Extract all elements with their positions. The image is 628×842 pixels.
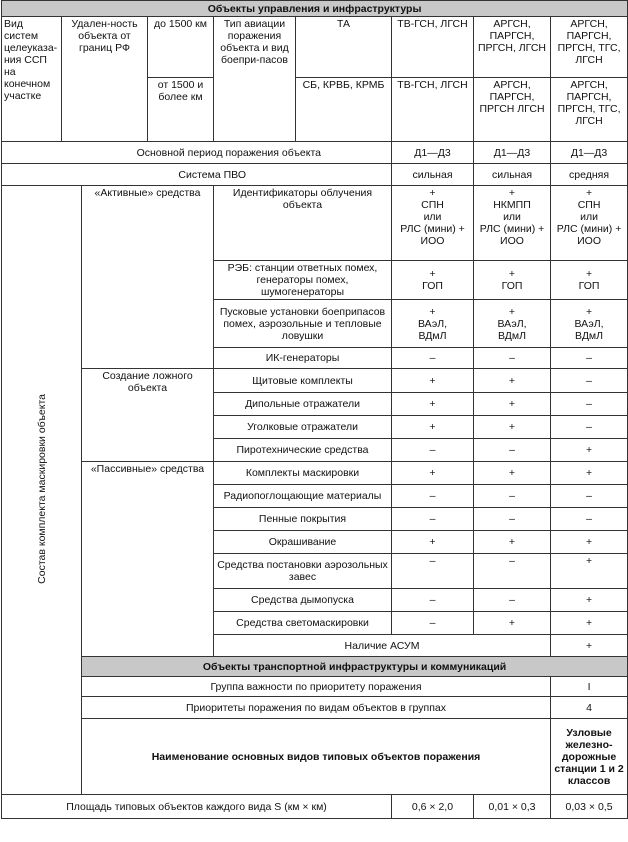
ta2-cell: СБ, КРВБ, КРМБ [296, 78, 392, 142]
area-label: Площадь типовых объектов каждого вида S (км × км) [2, 795, 392, 819]
row-value: – [551, 393, 628, 416]
row-value: + [551, 531, 628, 554]
row-value: + [474, 416, 551, 439]
row-value: + [551, 589, 628, 612]
row-label: Окрашивание [214, 531, 392, 554]
row-value: – [474, 589, 551, 612]
row-value: – [392, 348, 474, 369]
row-label: Дипольные отражатели [214, 393, 392, 416]
period-label: Основной период поражения объекта [2, 142, 392, 164]
row-value: + [551, 462, 628, 485]
data-table [1, 0, 628, 819]
row-value: – [474, 439, 551, 462]
section-title-1: Объекты управления и инфраструктуры [2, 1, 628, 17]
pvo-value: сильная [474, 164, 551, 186]
row-value: – [474, 348, 551, 369]
row-value: + ВАэЛ, ВДмЛ [392, 300, 474, 348]
row-value: – [392, 485, 474, 508]
row-value: – [392, 612, 474, 635]
row-label: Пиротехнические средства [214, 439, 392, 462]
row-label: Пенные покрытия [214, 508, 392, 531]
row-label: ИК-генераторы [214, 348, 392, 369]
area-value: 0,03 × 0,5 [551, 795, 628, 819]
row-label: Средства постановки аэрозольных завес [214, 554, 392, 589]
row-value: + ГОП [474, 261, 551, 300]
area-value: 0,01 × 0,3 [474, 795, 551, 819]
names-label: Наименование основных видов типовых объектов поражения [82, 719, 551, 795]
section-title-2: Объекты транспортной инфраструктуры и коммуникаций [82, 657, 628, 677]
row-value: – [474, 508, 551, 531]
row-label: Идентификаторы облучения объекта [214, 186, 392, 261]
row-label: Пусковые установки боеприпасов помех, аэрозольные и тепловые ловушки [214, 300, 392, 348]
row-value: + [392, 462, 474, 485]
row-value: – [392, 589, 474, 612]
row-label: РЭБ: станции ответных помех, генераторы помех, шумогенераторы [214, 261, 392, 300]
c1-row1: ТВ-ГСН, ЛГСН [392, 17, 474, 78]
system-type-header: Вид систем целеуказа-ния ССП на конечном участке [2, 17, 62, 142]
c1-row2: ТВ-ГСН, ЛГСН [392, 78, 474, 142]
priority-value: 4 [551, 697, 628, 719]
row-value: + [474, 531, 551, 554]
c2-row1: АРГСН, ПАРГСН, ПРГСН, ЛГСН [474, 17, 551, 78]
row-value: + СПН или РЛС (мини) + ИОО [551, 186, 628, 261]
row-value: – [392, 439, 474, 462]
row-label: Радиопоглощающие материалы [214, 485, 392, 508]
period-value: Д1—Д3 [392, 142, 474, 164]
pvo-value: сильная [392, 164, 474, 186]
row-value: + [474, 369, 551, 393]
area-value: 0,6 × 2,0 [392, 795, 474, 819]
priorities-label: Приоритеты поражения по видам объектов в группах [82, 697, 551, 719]
c3-row2: АРГСН, ПАРГСН, ПРГСН, ТГС, ЛГСН [551, 78, 628, 142]
row-value: + [551, 612, 628, 635]
ta-cell: ТА [296, 17, 392, 78]
row-value: + ГОП [392, 261, 474, 300]
row-value: + [392, 393, 474, 416]
row-value: – [551, 416, 628, 439]
period-value: Д1—Д3 [551, 142, 628, 164]
row-label: Комплекты маскировки [214, 462, 392, 485]
row-value: + [551, 439, 628, 462]
row-value: – [551, 485, 628, 508]
row-value: – [392, 554, 474, 589]
importance-label: Группа важности по приоритету поражения [82, 677, 551, 697]
asum-value: + [551, 635, 628, 657]
row-value: – [551, 348, 628, 369]
row-label: Средства дымопуска [214, 589, 392, 612]
row-value: – [474, 554, 551, 589]
row-label: Уголковые отражатели [214, 416, 392, 439]
row-value: + ВАэЛ, ВДмЛ [474, 300, 551, 348]
asum-label: Наличие АСУМ [214, 635, 551, 657]
row-value: + [392, 531, 474, 554]
row-value: – [551, 508, 628, 531]
row-label: Средства светомаскировки [214, 612, 392, 635]
aviation-header: Тип авиации поражения объекта и вид боепри-пасов [214, 17, 296, 142]
group-active: «Активные» средства [82, 186, 214, 369]
c2-row2: АРГСН, ПАРГСН, ПРГСН ЛГСН [474, 78, 551, 142]
row-value: + СПН или РЛС (мини) + ИОО [392, 186, 474, 261]
row-value: + ГОП [551, 261, 628, 300]
group-false-object: Создание ложного объекта [82, 369, 214, 462]
group-passive: «Пассивные» средства [82, 462, 214, 657]
row-value: – [551, 369, 628, 393]
distance-header: Удален-ность объекта от границ РФ [62, 17, 148, 142]
name-value: Узловые железно-дорожные станции 1 и 2 классов [551, 719, 628, 795]
row-label: Щитовые комплекты [214, 369, 392, 393]
row-value: + ВАэЛ, ВДмЛ [551, 300, 628, 348]
pvo-value: средняя [551, 164, 628, 186]
row-value: + [474, 462, 551, 485]
row-value: + [392, 369, 474, 393]
row-value: + [392, 416, 474, 439]
row-value: + [474, 393, 551, 416]
row-value: + НКМПП или РЛС (мини) + ИОО [474, 186, 551, 261]
row-value: + [474, 612, 551, 635]
composition-label: Состав комплекта маскировки объекта [2, 186, 82, 795]
row-value: – [392, 508, 474, 531]
range1-cell: до 1500 км [148, 17, 214, 78]
pvo-label: Система ПВО [2, 164, 392, 186]
row-value: – [474, 485, 551, 508]
row-value: + [551, 554, 628, 589]
range2-cell: от 1500 и более км [148, 78, 214, 142]
importance-value: I [551, 677, 628, 697]
c3-row1: АРГСН, ПАРГСН, ПРГСН, ТГС, ЛГСН [551, 17, 628, 78]
period-value: Д1—Д3 [474, 142, 551, 164]
